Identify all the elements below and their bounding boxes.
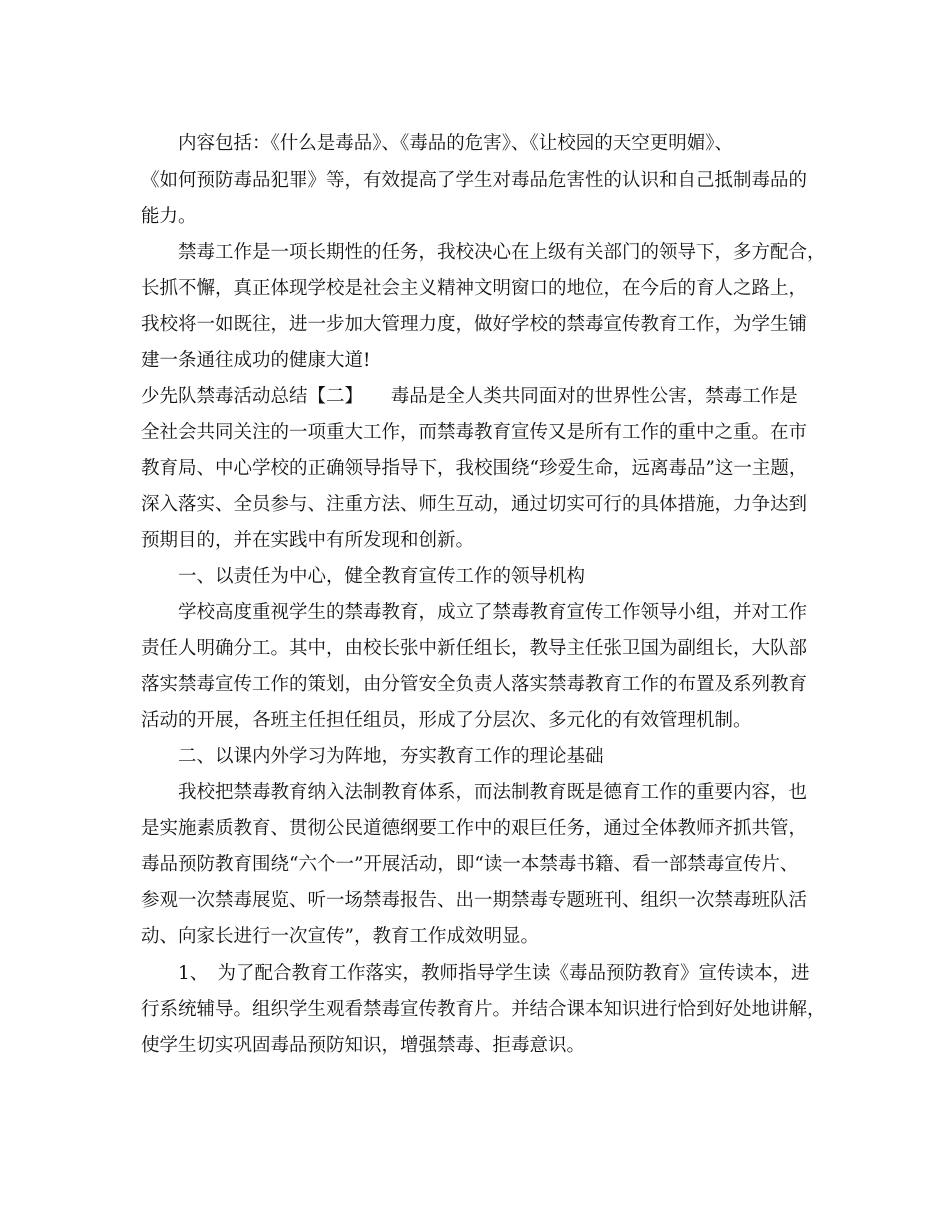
text-line: 长抓不懈，真正体现学校是社会主义精神文明窗口的地位，在今后的育人之路上，	[141, 278, 808, 299]
text-line: 预期目的，并在实践中有所发现和创新。	[141, 530, 475, 551]
section-heading-line: 少先队禁毒活动总结【二】 毒品是全人类共同面对的世界性公害，禁毒工作是	[141, 386, 798, 407]
text-line: 我校将一如既往，进一步加大管理力度，做好学校的禁毒宣传教育工作，为学生铺	[141, 314, 808, 335]
text-line: 内容包括：《什么是毒品》、《毒品的危害》、《让校园的天空更明媚》、	[178, 133, 734, 154]
text-line: 责任人明确分工。其中，由校长张中新任组长，教导主任张卫国为副组长，大队部	[141, 638, 808, 659]
text-line: 全社会共同关注的一项重大工作，而禁毒教育宣传又是所有工作的重中之重。在市	[141, 422, 808, 443]
text-line: 学校高度重视学生的禁毒教育，成立了禁毒教育宣传工作领导小组，并对工作	[178, 602, 808, 623]
text-line: 是实施素质教育、贯彻公民道德纲要工作中的艰巨任务，通过全体教师齐抓共管，	[141, 818, 808, 839]
subheading-line: 一、以责任为中心，健全教育宣传工作的领导机构	[178, 566, 586, 587]
text-line: 《如何预防毒品犯罪》等，有效提高了学生对毒品危害性的认识和自己抵制毒品的	[141, 170, 808, 191]
text-line: 落实禁毒宣传工作的策划，由分管安全负责人落实禁毒教育工作的布置及系列教育	[141, 674, 808, 695]
text-line: 活动的开展，各班主任担任组员，形成了分层次、多元化的有效管理机制。	[141, 710, 752, 731]
text-line: 建一条通往成功的健康大道!	[141, 350, 371, 371]
text-line: 毒品预防教育围绕“六个一”开展活动，即“读一本禁毒书籍、看一部禁毒宣传片、	[141, 854, 799, 875]
text-line: 能力。	[141, 206, 197, 227]
text-line: 使学生切实巩固毒品预防知识，增强禁毒、拒毒意识。	[141, 1035, 586, 1056]
text-line: 深入落实、全员参与、注重方法、师生互动，通过切实可行的具体措施，力争达到	[141, 494, 808, 515]
text-line: 禁毒工作是一项长期性的任务，我校决心在上级有关部门的领导下，多方配合，	[178, 242, 826, 263]
text-line: 我校把禁毒教育纳入法制教育体系，而法制教育既是德育工作的重要内容，也	[178, 782, 808, 803]
subheading-line: 二、以课内外学习为阵地，夯实教育工作的理论基础	[178, 746, 604, 767]
text-line: 行系统辅导。组织学生观看禁毒宣传教育片。并结合课本知识进行恰到好处地讲解，	[141, 999, 826, 1020]
text-line: 动、向家长进行一次宣传”，教育工作成效明显。	[141, 926, 539, 947]
text-line: 教育局、中心学校的正确领导指导下，我校围绕“珍爱生命，远离毒品”这一主题，	[141, 458, 808, 479]
text-line: 参观一次禁毒展览、听一场禁毒报告、出一期禁毒专题班刊、组织一次禁毒班队活	[141, 890, 808, 911]
text-line: 1、 为了配合教育工作落实，教师指导学生读《毒品预防教育》宣传读本，进	[178, 963, 810, 984]
